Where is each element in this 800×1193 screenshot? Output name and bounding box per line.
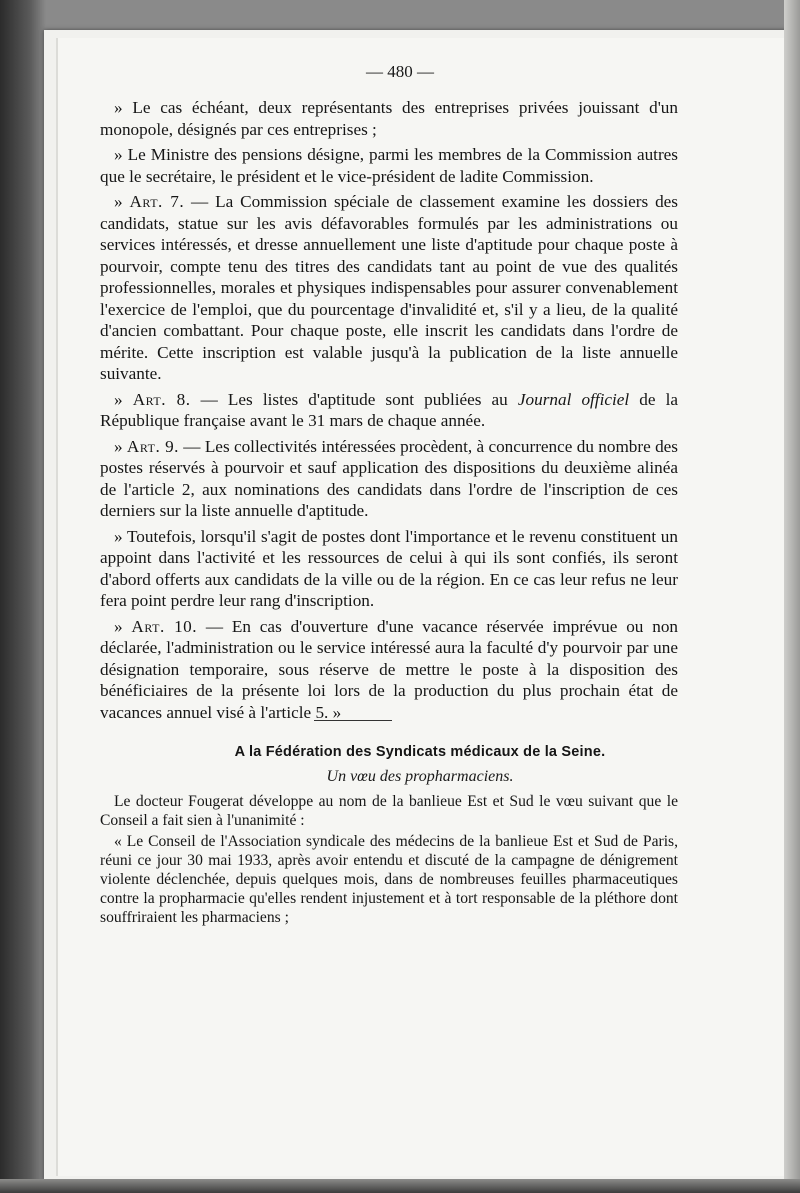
section-divider xyxy=(314,720,392,721)
journal-officiel: Journal officiel xyxy=(517,389,630,409)
section-paragraph-2: « Le Conseil de l'Association syndicale des médecins de la banlieue Est et Sud de Paris, réuni ce jour 30 mai 1933, après avoir entendu et discuté de la campagne de dénigrement violente déclenchée, depuis quelques mois, dans de nombreuses feuilles pharmaceutiques contre la propharmacie qu'elles rendent injustement et à tort responsable de la pléthore dont souffriraient les pharmaciens ; xyxy=(100,833,678,926)
article-9-label: Art. 9. xyxy=(126,436,179,456)
page-number: — 480 — xyxy=(366,62,434,81)
section-text xyxy=(100,792,678,929)
paragraph-article-9 xyxy=(100,436,678,522)
scan-right-edge xyxy=(784,0,800,1193)
quote-mark: » xyxy=(114,436,127,456)
paragraph-1: » Le cas échéant, deux représentants des entreprises privées jouissant d'un monopole, désignés par ces entreprises ; xyxy=(100,98,678,139)
paragraph-article-7 xyxy=(100,191,678,385)
article-7-label: Art. 7. xyxy=(129,192,185,211)
article-8-text-2: de la République française avant le 31 mars de chaque année. xyxy=(100,389,678,430)
article-9-text: — Les collectivités intéressées procèdent, à concurrence du nombre des postes réservés à pourvoir et sauf application des dispositions du deuxième alinéa de l'article 2, aux nominations des candidats dans l'ordre de l'inscription de ces derniers sur la liste annuelle d'aptitude. xyxy=(100,436,678,520)
article-8-label: Art. 8. xyxy=(132,389,191,409)
scan-bottom-edge xyxy=(0,1179,800,1193)
article-10-label: Art. 10. xyxy=(131,616,198,636)
article-10-text: — En cas d'ouverture d'une vacance réservée imprévue ou non déclarée, l'administration ou le service intéressé aura la faculté d'y pourvoir par une désignation temporaire, sous réserve de mettre le poste à la disposition des bénéficiaires de la présente loi lors de la production du plus prochain état de vacances annuel visé à l'article 5. » xyxy=(100,616,679,722)
paragraph-toutefois: » Toutefois, lorsqu'il s'agit de postes dont l'importance et le revenu constituent un appoint dans l'activité et les ressources de celui à qui ils sont confiés, ils seront d'abord offerts aux candidats de la ville ou de la région. En ce cas leur refus ne leur fera point perdre leur rang d'inscription. xyxy=(100,526,678,610)
quote-mark: » xyxy=(114,192,130,211)
article-7-text: — La Commission spéciale de classement examine les dossiers des candidats, statue sur les avis défavorables formulés par les administrations ou services intéressés, et dresse annuellement une liste d'aptitude pour chaque poste à pourvoir, compte tenu des titres des candidats tant au point de vue des qualités professionnelles, morales et physiques indispensables pour assurer convenablement l'exercice de l'emploi, que du pourcentage d'invalidité et, s'il y a lieu, de la qualité d'ancien combattant. Pour chaque poste, elle inscrit les candidats dans l'ordre de mérite. Cette inscription est valable jusqu'à la publication de la liste annuelle suivante. xyxy=(100,192,678,383)
section-title: A la Fédération des Syndicats médicaux de la Seine. xyxy=(234,744,606,760)
main-text xyxy=(100,97,678,727)
quote-mark: » xyxy=(114,616,132,636)
section-paragraph-1: Le docteur Fougerat développe au nom de la banlieue Est et Sud le vœu suivant que le Conseil a fait sien à l'unanimité : xyxy=(100,793,678,829)
paragraph-article-8 xyxy=(100,389,678,432)
quote-mark: » xyxy=(114,389,133,409)
section-subtitle: Un vœu des propharmaciens. xyxy=(326,768,514,785)
paragraph-article-10 xyxy=(100,616,678,724)
article-8-text-1: — Les listes d'aptitude sont publiées au xyxy=(190,389,518,409)
paragraph-2: » Le Ministre des pensions désigne, parmi les membres de la Commission autres que le secrétaire, le président et le vice-président de ladite Commission. xyxy=(100,145,678,186)
